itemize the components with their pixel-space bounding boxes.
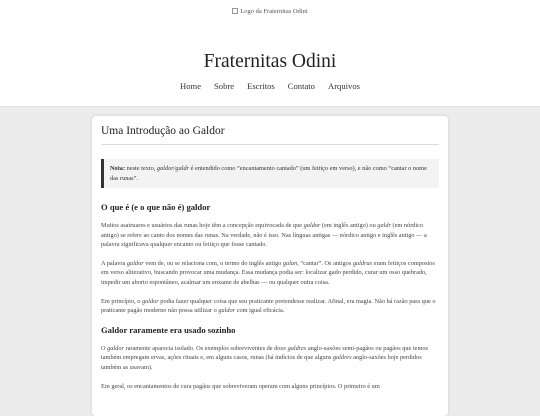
p2-term-3: galdras [352,259,373,267]
p4-text-a: O [101,344,108,352]
p4-term-1: galdor [107,344,124,352]
section-heading-what-is: O que é (e o que não é) galdor [101,202,211,212]
p2-term-1: galdor [126,259,144,267]
paragraph-5 [101,382,439,392]
note-text-b: é entendido como “encantamento cantado” (um feitiço em verso), e não como “cantar o nome das runas”. [110,165,427,182]
paragraph-1 [101,221,439,250]
note-text-a: neste texto, [125,165,157,172]
paragraph-3 [101,297,439,316]
nav-home[interactable]: Home [180,81,202,91]
p3-text-c: com igual eficácia. [235,307,285,315]
article-card [92,116,448,416]
p5-text-a: Em geral, os encantamentos de cura pagãos que sobreviveram operam com alguns princípios. O primeiro é um [101,382,380,390]
p4-text-c: anglo-saxões semi-pagãos ou pagãos que temos também empregam ervas, ações rituais e, em alguns casos, runas (há indícios de que alguns [101,344,428,362]
p3-text-a: Em princípio, o [101,297,142,305]
p4-term-3: galdres [332,354,352,362]
main-nav [0,81,540,91]
p2-term-2: galan [282,259,298,267]
p1-term-2: galdr [377,222,391,229]
p3-text-b: podia fazer qualquer coisa que seu praticante pretendesse realizar. Afinal, era magia. Não há razão para que o praticante pagão moderno não possa utilizar o [101,297,436,315]
nav-arquivos[interactable]: Arquivos [327,81,360,91]
p4-term-2: galdres [287,344,307,352]
nav-contato[interactable]: Contato [287,81,315,91]
logo-alt-text: Logo da Fraternitas Odini [240,8,308,15]
p2-text-c: , “cantar”. Os antigos [297,259,353,267]
p1-text-a: Muitos asatruares e usuários das runas hoje têm a concepção equivocada de que [101,222,304,229]
paragraph-4 [101,344,439,373]
p4-text-b: raramente aparecia isolado. Os exemplos sobreviventes de doze [123,344,288,352]
site-logo[interactable] [232,8,308,42]
p3-term-1: galdor [141,297,159,305]
p2-text-a: A palavra [101,259,127,267]
p4-text-d: anglo-saxões hoje perdidos também as usavam). [101,354,422,371]
note-box [101,159,439,188]
p2-text-d: eram feitiços compostos em verso aliterativo, buscando provocar uma mudança. Essa mudança podia ser: localizar gado perdido, curar um osso quebrado, impedir um aborto espontâneo, acalmar um enxame de abelhas — ou qualquer outra coisa. [101,259,435,286]
note-term: galdor/galdr [156,165,190,172]
site-title[interactable]: Fraternitas Odini [203,51,337,72]
p1-text-b: (em inglês antigo) ou [320,222,378,229]
nav-sobre[interactable]: Sobre [214,81,235,91]
p1-term-1: galdor [303,222,321,229]
p2-text-b: vem de, ou se relaciona com, o termo do inglês antigo [143,259,283,267]
note-label: Nota: [110,165,126,172]
p1-text-c: (em nórdico antigo) se refere ao canto dos nomes das runas. Na verdade, não é isso. Nas línguas antigas — nórdico antigo e inglês antigo — a palavra significava qualquer encanto ou feitiço que fosse cantado. [101,222,427,249]
section-heading-rarely-alone: Galdor raramente era usado sozinho [101,324,236,335]
nav-escritos[interactable]: Escritos [247,81,275,91]
article-title: Uma Introdução ao Galdor [101,125,439,145]
broken-image-icon [232,8,238,14]
p3-term-2: galdor [218,307,236,315]
paragraph-2 [101,259,439,288]
site-header [0,0,540,107]
